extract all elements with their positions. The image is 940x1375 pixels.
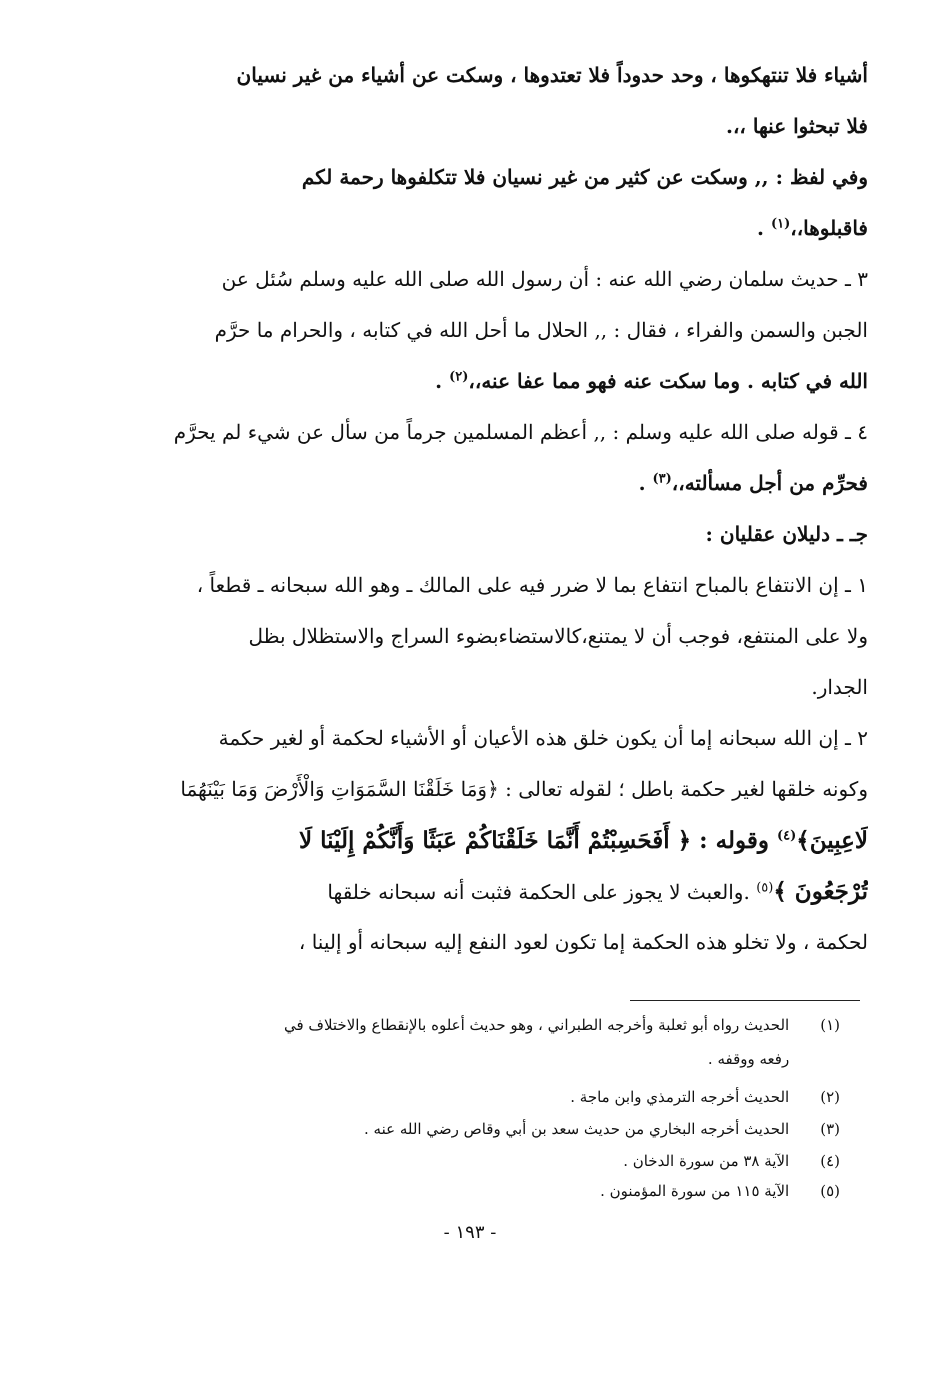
body-line-text: الله في كتابه . وما سكت عنه فهو مما عفا عنه،، bbox=[468, 369, 868, 393]
body-line-18 bbox=[78, 917, 868, 968]
body-line-text: فلا تبحثوا عنها ،،. bbox=[726, 114, 868, 138]
footnote-ref: (٤) bbox=[776, 828, 797, 844]
body-line-text: لحكمة ، ولا تخلو هذه الحكمة إما تكون لعود النفع إليه سبحانه أو إلينا ، bbox=[298, 930, 868, 954]
footnote-number: (٢) bbox=[820, 1088, 840, 1106]
body-line-1 bbox=[78, 50, 868, 101]
footnote-ref: (٢) bbox=[449, 369, 469, 385]
footnote-1-cont bbox=[120, 1048, 840, 1070]
body-line-14 bbox=[78, 713, 868, 764]
body-line-4 bbox=[78, 203, 868, 254]
footnote-text: الآية ١١٥ من سورة المؤمنون . bbox=[600, 1182, 790, 1200]
body-line-text: وفي لفظ : ,, وسكت عن كثير من غير نسيان فلا تتكلفوها رحمة لكم bbox=[301, 165, 868, 189]
quran-line-16 bbox=[78, 815, 868, 866]
footnote-4 bbox=[120, 1150, 840, 1172]
body-line-6 bbox=[78, 305, 868, 356]
body-line-tail: . bbox=[757, 216, 771, 240]
body-line-text: ٣ ـ حديث سلمان رضي الله عنه : أن رسول الله صلى الله عليه وسلم سُئل عن bbox=[221, 267, 868, 291]
footnote-number: (٣) bbox=[820, 1120, 840, 1138]
body-line-text: ٢ ـ إن الله سبحانه إما أن يكون خلق هذه الأعيان أو الأشياء لحكمة أو لغير حكمة bbox=[218, 726, 868, 750]
body-line-9 bbox=[78, 458, 868, 509]
footnote-text: الحديث أخرجه الترمذي وابن ماجة . bbox=[570, 1088, 790, 1106]
body-line-5 bbox=[78, 254, 868, 305]
body-line-text: فحرِّم من أجل مسألته،، bbox=[671, 471, 868, 495]
body-line-tail: .والعبث لا يجوز على الحكمة فثبت أنه سبحانه خلقها bbox=[327, 880, 757, 904]
body-line-tail: . bbox=[435, 369, 450, 393]
quran-text: لَاعِبِينَ﴾ bbox=[796, 827, 868, 854]
footnote-ref: (٣) bbox=[652, 471, 672, 487]
body-line-text: أشياء فلا تنتهكوها ، وحد حدوداً فلا تعتدوها ، وسكت عن أشياء من غير نسيان bbox=[236, 63, 868, 87]
body-line-3 bbox=[78, 152, 868, 203]
body-line-8 bbox=[78, 407, 868, 458]
footnote-divider bbox=[630, 1000, 860, 1001]
footnote-2 bbox=[120, 1086, 840, 1108]
body-line-15 bbox=[78, 764, 868, 815]
footnote-text: الحديث أخرجه البخاري من حديث سعد بن أبي وقاص رضي الله عنه . bbox=[364, 1120, 790, 1138]
page-body bbox=[78, 50, 868, 968]
section-heading bbox=[78, 509, 868, 560]
body-line-12 bbox=[78, 611, 868, 662]
page-number: - ١٩٣ - bbox=[443, 1222, 497, 1243]
footnote-text: الآية ٣٨ من سورة الدخان . bbox=[623, 1152, 790, 1170]
footnote-text: رفعه ووقفه . bbox=[707, 1050, 790, 1068]
body-line-2 bbox=[78, 101, 868, 152]
footnote-number: (٥) bbox=[820, 1182, 840, 1200]
quran-text: تُرْجَعُونَ ﴾ bbox=[773, 878, 868, 905]
footnote-3 bbox=[120, 1118, 840, 1140]
body-line-text: وكونه خلقها لغير حكمة باطل ؛ لقوله تعالى : ﴿وَمَا خَلَقْنَا السَّمَوَاتِ وَالْأَرْضَ وَمَا بَيْنَهُمَا bbox=[180, 777, 868, 801]
body-line-text: ١ ـ إن الانتفاع بالمباح انتفاع بما لا ضرر فيه على المالك ـ وهو الله سبحانه ـ قطعاً ، bbox=[196, 573, 868, 597]
quran-tail: وقوله : ﴿ أَفَحَسِبْتُمْ أَنَّمَا خَلَقْنَاكُمْ عَبَثًا وَأَنَّكُمْ إِلَيْنَا لَا bbox=[298, 827, 777, 854]
footnote-number: (٤) bbox=[820, 1152, 840, 1170]
body-line-17 bbox=[78, 866, 868, 917]
body-line-text: الجبن والسمن والفراء ، فقال : ,, الحلال ما أحل الله في كتابه ، والحرام ما حرَّم bbox=[214, 318, 868, 342]
body-line-11 bbox=[78, 560, 868, 611]
footnote-ref: (١) bbox=[770, 216, 791, 232]
body-line-7 bbox=[78, 356, 868, 407]
footnote-ref: (٥) bbox=[756, 880, 774, 896]
footnote-1 bbox=[120, 1014, 840, 1036]
footnote-number: (١) bbox=[820, 1016, 840, 1034]
footnote-5 bbox=[120, 1180, 840, 1202]
body-line-text: الجدار. bbox=[811, 675, 868, 699]
heading-text: جـ ـ دليلان عقليان : bbox=[705, 522, 868, 546]
body-line-tail: . bbox=[638, 471, 653, 495]
footnote-text: الحديث رواه أبو ثعلبة وأخرجه الطبراني ، وهو حديث أعلوه بالإنقطاع والاختلاف في bbox=[283, 1016, 790, 1034]
body-line-text: فاقبلوها،، bbox=[790, 216, 868, 240]
body-line-text: ولا على المنتفع، فوجب أن لا يمتنع،كالاستضاءبضوء السراج والاستظلال بظل bbox=[248, 624, 868, 648]
body-line-13 bbox=[78, 662, 868, 713]
body-line-text: ٤ ـ قوله صلى الله عليه وسلم : ,, أعظم المسلمين جرماً من سأل عن شيء لم يحرَّم bbox=[173, 420, 868, 444]
